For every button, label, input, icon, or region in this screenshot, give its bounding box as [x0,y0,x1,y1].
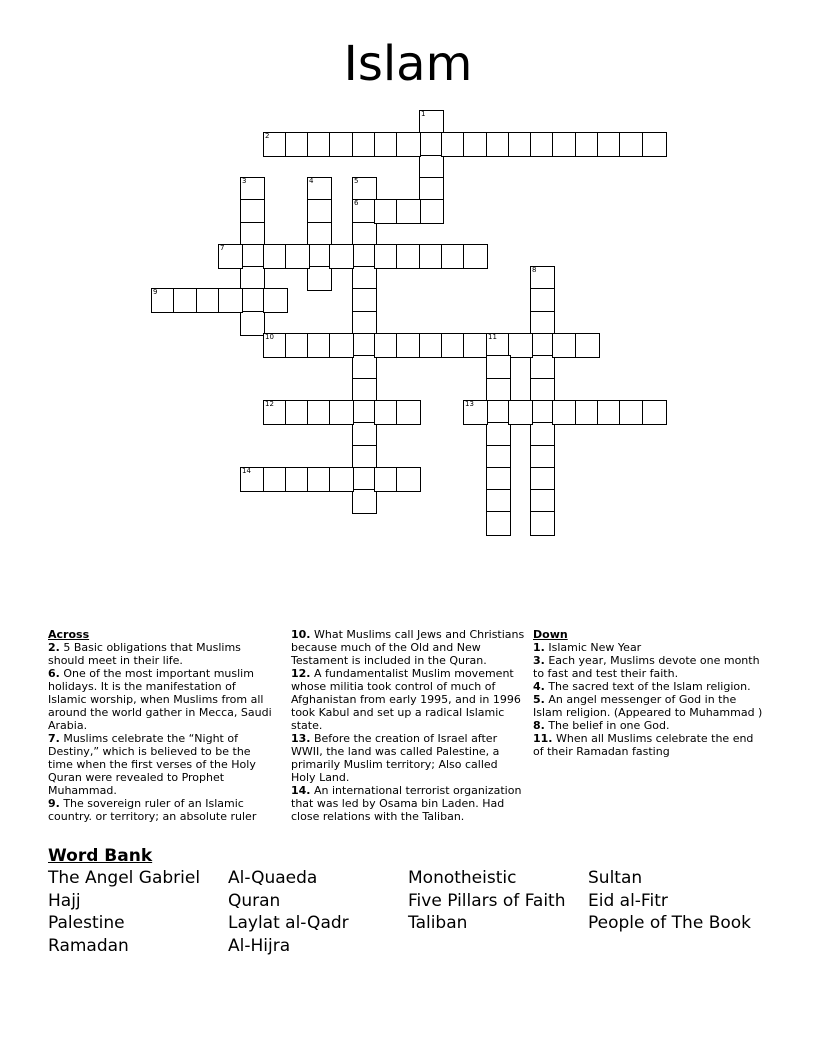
clue-number: 4 [309,177,314,185]
clue-number-label: 2. [48,641,60,654]
grid-cell[interactable] [642,400,667,425]
grid-cell[interactable] [463,333,488,358]
grid-cell[interactable] [329,244,354,269]
down-heading: Down [533,628,568,641]
word-bank-item: Quran [228,891,281,911]
clue-number: 9 [153,288,158,296]
clue-number: 7 [220,244,225,252]
grid-cell[interactable] [218,244,243,269]
grid-cell[interactable] [396,467,421,492]
clue-number-label: 3. [533,654,545,667]
grid-cell[interactable] [240,199,265,224]
clue-number-label: 11. [533,732,553,745]
across-heading: Across [48,628,90,641]
grid-cell[interactable] [329,400,354,425]
grid-cell[interactable] [486,422,511,447]
clue-item [48,732,276,797]
clue-number-label: 14. [291,784,311,797]
grid-cell[interactable] [396,244,421,269]
grid-cell[interactable] [240,467,265,492]
clue-text: Islamic New Year [544,641,642,654]
across-clues-column-2 [291,628,525,823]
clue-item [533,719,765,732]
grid-cell[interactable] [530,288,555,313]
grid-cell[interactable] [307,266,332,291]
word-bank-item: Al-Quaeda [228,868,318,888]
clue-number: 12 [265,400,274,408]
grid-cell[interactable] [263,288,288,313]
grid-cell[interactable] [575,333,600,358]
grid-cell[interactable] [329,333,354,358]
grid-cell[interactable] [619,400,644,425]
grid-cell[interactable] [486,511,511,536]
clue-number-label: 13. [291,732,311,745]
grid-cell[interactable] [352,422,377,447]
grid-cell[interactable] [352,288,377,313]
clue-text: Muslims celebrate the “Night of Destiny,” which is believed to be the time when the first verses of the Holy Quran were revealed to Prophet Muhammad. [48,732,256,797]
clue-number-label: 1. [533,641,545,654]
clue-number: 8 [532,266,537,274]
clue-item [291,784,525,823]
grid-cell[interactable] [619,132,644,157]
grid-cell[interactable] [508,333,533,358]
clue-item [48,667,276,732]
grid-cell[interactable] [352,489,377,514]
word-bank-item: Palestine [48,913,125,933]
grid-cell[interactable] [329,132,354,157]
clue-text: The sacred text of the Islam religion. [544,680,751,693]
clue-number-label: 8. [533,719,545,732]
clue-text: One of the most important muslim holidays. It is the manifestation of Islamic worship, when Muslims from all around the world gather in Mecca, Saudi Arabia. [48,667,272,732]
word-bank-item: Taliban [408,913,468,933]
grid-cell[interactable] [463,400,488,425]
grid-cell[interactable] [486,355,511,380]
clue-number: 11 [488,333,497,341]
word-bank-heading: Word Bank [48,846,153,866]
clue-number-label: 9. [48,797,60,810]
grid-cell[interactable] [285,244,310,269]
grid-cell[interactable] [552,132,577,157]
clue-text: An angel messenger of God in the Islam religion. (Appeared to Muhammad ) [533,693,763,719]
grid-cell[interactable] [307,199,332,224]
word-bank-item: People of The Book [588,913,752,933]
grid-cell[interactable] [396,199,421,224]
clue-number: 6 [354,199,359,207]
clue-text: A fundamentalist Muslim movement whose militia took control of much of Afghanistan from early 1995, and in 1996 took Kabul and set up a radical Islamic state. [291,667,521,732]
clue-item [533,732,765,758]
grid-cell[interactable] [419,199,444,224]
grid-cell[interactable] [642,132,667,157]
word-bank-item: The Angel Gabriel [48,868,201,888]
word-bank-item: Five Pillars of Faith [408,891,566,911]
clue-number: 2 [265,132,270,140]
grid-cell[interactable] [352,355,377,380]
clue-number: 10 [265,333,274,341]
clue-text: The belief in one God. [544,719,670,732]
grid-cell[interactable] [240,288,265,313]
clue-item [291,732,525,784]
grid-cell[interactable] [173,288,198,313]
grid-cell[interactable] [552,400,577,425]
clue-item [291,628,525,667]
clue-number: 14 [242,467,251,475]
clue-item [48,797,276,823]
grid-cell[interactable] [508,400,533,425]
clue-number-label: 6. [48,667,60,680]
puzzle-title: Islam [343,36,473,92]
grid-cell[interactable] [463,132,488,157]
clue-item [291,667,525,732]
grid-cell[interactable] [530,355,555,380]
clue-text: What Muslims call Jews and Christians because much of the Old and New Testament is included in the Quran. [291,628,525,667]
clue-item [533,654,765,680]
grid-cell[interactable] [329,467,354,492]
grid-cell[interactable] [530,422,555,447]
clue-text: Before the creation of Israel after WWII, the land was called Palestine, a primarily Muslim territory; Also called Holy Land. [291,732,500,784]
clue-text: Each year, Muslims devote one month to fast and test their faith. [533,654,760,680]
grid-cell[interactable] [396,400,421,425]
clue-number-label: 10. [291,628,311,641]
grid-cell[interactable] [463,244,488,269]
clue-number: 5 [354,177,359,185]
grid-cell[interactable] [396,333,421,358]
clue-text: 5 Basic obligations that Muslims should meet in their life. [48,641,241,667]
clue-number-label: 5. [533,693,545,706]
clue-text: When all Muslims celebrate the end of their Ramadan fasting [533,732,754,758]
grid-cell[interactable] [530,511,555,536]
grid-cell[interactable] [240,311,265,336]
down-clues-column [533,628,765,758]
across-clues-column-1 [48,628,276,823]
clue-item [533,680,765,693]
clue-item [533,641,765,654]
clue-item [533,693,765,719]
clue-text: An international terrorist organization that was led by Osama bin Laden. Had close relations with the Taliban. [291,784,522,823]
clue-text: The sovereign ruler of an Islamic country. or territory; an absolute ruler [48,797,257,823]
clue-number: 3 [242,177,247,185]
grid-cell[interactable] [396,132,421,157]
word-bank-item: Eid al-Fitr [588,891,668,911]
word-bank-item: Ramadan [48,936,129,956]
clue-number: 13 [465,400,474,408]
clue-number: 1 [421,110,426,118]
word-bank-item: Monotheistic [408,868,517,888]
clue-item [48,641,276,667]
clue-number-label: 12. [291,667,311,680]
clue-number-label: 4. [533,680,545,693]
word-bank-item: Laylat al-Qadr [228,913,349,933]
clue-number-label: 7. [48,732,60,745]
word-bank-item: Hajj [48,891,81,911]
grid-cell[interactable] [552,333,577,358]
word-bank-item: Al-Hijra [228,936,291,956]
grid-cell[interactable] [218,288,243,313]
word-bank-item: Sultan [588,868,643,888]
